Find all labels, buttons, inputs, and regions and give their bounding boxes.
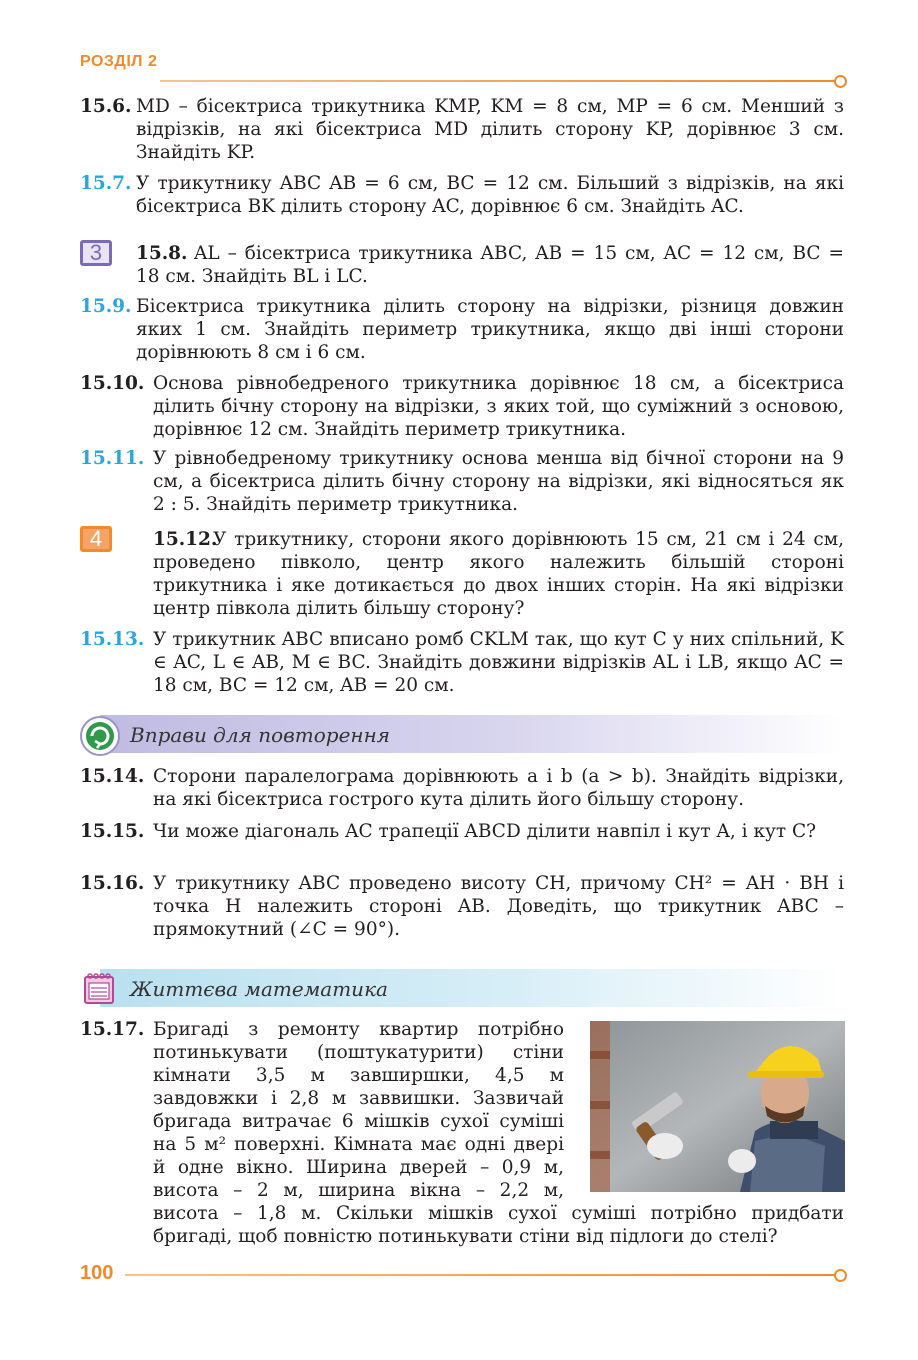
review-cycle-icon (80, 716, 120, 756)
header-rule (160, 80, 835, 82)
problem-15-12 (80, 528, 844, 620)
problem-text: У трикутнику ABC AB = 6 см, BC = 12 см. Більший з відрізків, на які бісектриса BK ділить сторону AC, дорівнює 6 см. Знайдіть AC. (136, 173, 844, 217)
difficulty-level-3-badge: 3 (80, 240, 112, 266)
problem-15-9 (80, 295, 844, 364)
notepad-icon-svg (82, 971, 116, 1005)
problem-text: Чи може діагональ AC трапеції ABCD ділити навпіл і кут A, і кут C? (153, 821, 817, 842)
problem-text: AL – бісектриса трикутника ABC, AB = 15 см, AC = 12 см, BC = 18 см. Знайдіть BL і LC. (136, 243, 844, 287)
problem-text: Сторони паралелограма дорівнюють a і b (a > b). Знайдіть відрізки, на які бісектриса гострого кута ділить його більшу сторону. (153, 766, 844, 810)
problem-text: Бригаді з ремонту квартир потрібно потинькувати (поштукатурити) стіни кімнати 3,5 м завширшки, 4,5 м завдовжки і 2,8 м заввишки. Зазвичай бригада витрачає 6 мішків сухої суміші на 5 м² поверхні. Кімната має одні двері й одне вікно. Ширина дверей – 0,9 м, висота – 2 м, ширина вікна – 2,2 м, висота – 1,8 м. Скільки мішків сухої суміші потрібно придбати бригаді, щоб повністю потинькувати стіни від підлоги до стелі? (153, 1019, 844, 1247)
problem-15-8 (80, 242, 844, 288)
problem-15-16 (80, 872, 844, 941)
footer-rule (125, 1274, 835, 1276)
worker-photo-illustration (590, 1021, 845, 1192)
problem-15-11 (80, 447, 844, 516)
cycle-arrows-icon (82, 718, 118, 754)
problem-number: 15.6. (80, 96, 132, 117)
notepad-icon (82, 971, 116, 1003)
review-exercises-banner (80, 715, 844, 753)
header-rule-dot (834, 75, 847, 88)
problem-15-15 (80, 820, 844, 843)
problem-15-13 (80, 628, 844, 697)
section-label: РОЗДІЛ 2 (80, 53, 158, 70)
worker-plastering-photo (590, 1021, 845, 1192)
page-number: 100 (80, 1262, 114, 1284)
problem-15-6 (80, 95, 844, 164)
problem-number: 15.10. (80, 373, 145, 394)
problem-number: 15.8. (136, 243, 188, 264)
problem-number: 15.9. (80, 296, 132, 317)
problem-number: 15.16. (80, 873, 145, 894)
problem-text: У рівнобедреному трикутнику основа менша від бічної сторони на 9 см, а бісектриса ділить бічну сторону на відрізки, які відносяться як 2 : 5. Знайдіть периметр трикутника. (153, 448, 844, 515)
problem-text: MD – бісектриса трикутника KMP, KM = 8 см, MP = 6 см. Менший з відрізків, на які бісектриса MD ділить сторону KP, дорівнює 3 см. Знайдіть KP. (136, 96, 844, 163)
problem-number: 15.13. (80, 629, 145, 650)
problem-text: У трикутнику ABC проведено висоту CH, причому CH² = AH · BH і точка H належить стороні AB. Доведіть, що трикутник ABC – прямокутний (∠C = 90°). (153, 873, 844, 940)
footer-rule-dot (834, 1269, 847, 1282)
life-math-banner (80, 969, 844, 1007)
problem-15-10 (80, 372, 844, 441)
problem-number: 15.12. (153, 529, 218, 550)
problem-15-14 (80, 765, 844, 811)
problem-number: 15.17. (80, 1019, 145, 1040)
problem-text: Основа рівнобедреного трикутника дорівнює 18 см, а бісектриса ділить бічну сторону на відрізки, з яких той, що суміжний з основою, дорівнює 12 см. Знайдіть периметр трикутника. (153, 373, 844, 440)
problem-15-7 (80, 172, 844, 218)
banner-title: Вправи для повторення (130, 723, 390, 747)
banner-title: Життєва математика (130, 977, 388, 1001)
problem-text: У трикутнику, сторони якого дорівнюють 15 см, 21 см і 24 см, проведено півколо, центр якого належить більшій стороні трикутника і яке дотикається до двох інших сторін. На які відрізки центр півкола ділить більшу сторону? (153, 529, 844, 619)
problem-number: 15.7. (80, 173, 132, 194)
problem-number: 15.11. (80, 448, 145, 469)
problem-text: Бісектриса трикутника ділить сторону на відрізки, різниця довжин яких 1 см. Знайдіть периметр трикутника, якщо дві інші сторони дорівнюють 8 см і 6 см. (136, 296, 844, 363)
problem-text: У трикутник ABC вписано ромб CKLM так, що кут C у них спільний, K ∈ AC, L ∈ AB, M ∈ BC. Знайдіть довжини відрізків AL і LB, якщо AC = 18 см, BC = 12 см, AB = 20 см. (153, 629, 844, 696)
problem-number: 15.15. (80, 821, 145, 842)
problem-number: 15.14. (80, 766, 145, 787)
difficulty-level-4-badge: 4 (80, 526, 112, 552)
